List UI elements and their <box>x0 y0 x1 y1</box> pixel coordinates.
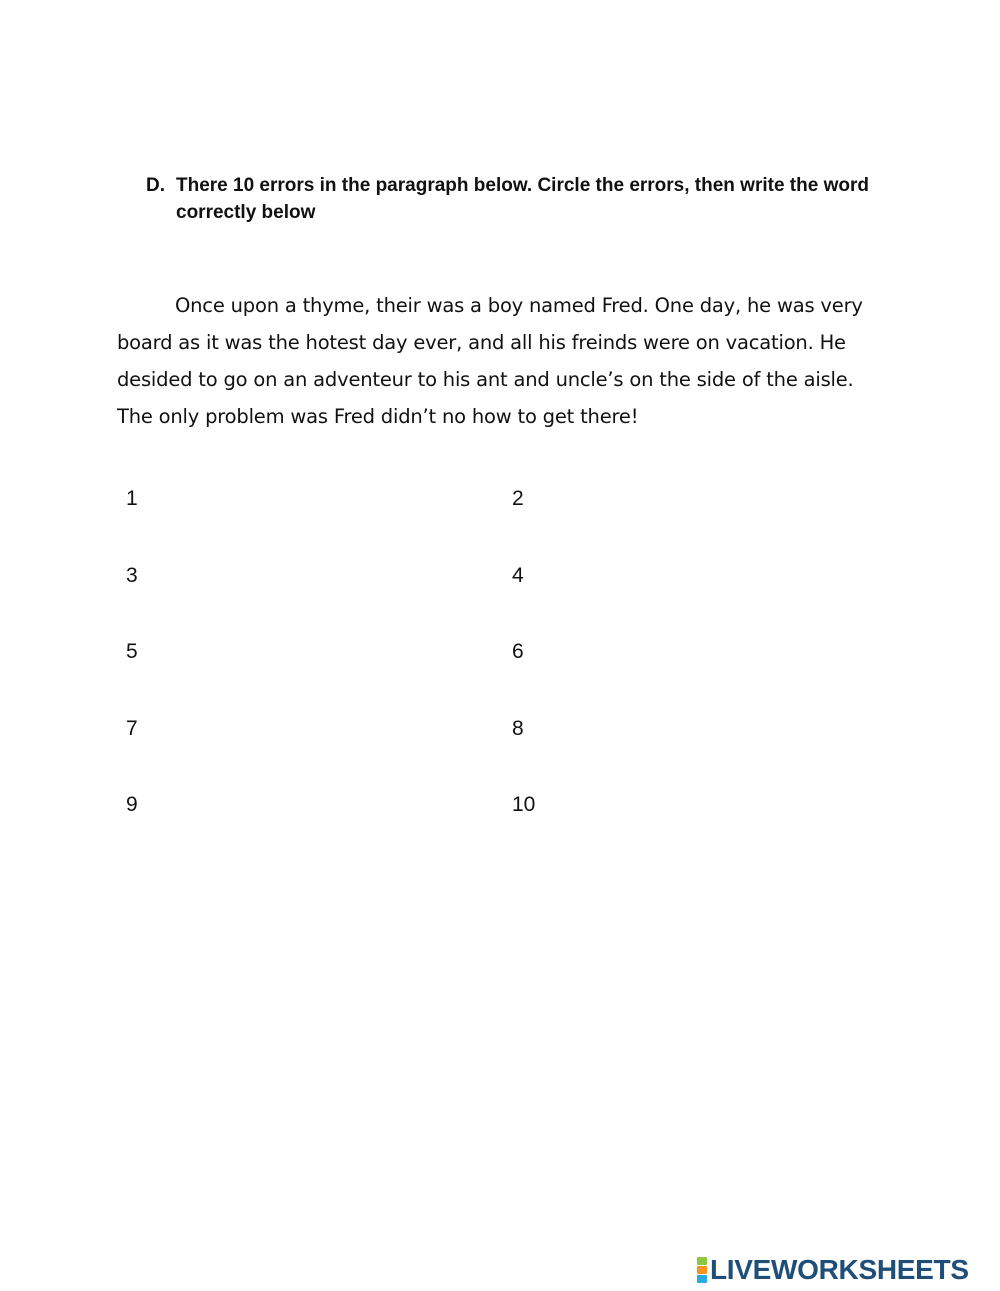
liveworksheets-mark-icon <box>697 1257 707 1283</box>
answer-number: 9 <box>126 793 138 816</box>
liveworksheets-logo <box>697 1254 969 1286</box>
answer-row <box>126 717 726 794</box>
answer-number: 4 <box>512 563 524 587</box>
answer-row <box>126 564 726 641</box>
logo-text: LIVEWORKSHEETS <box>710 1254 969 1285</box>
answer-row <box>126 640 726 717</box>
instruction-text: There 10 errors in the paragraph below. Circle the errors, then write the word correctly below <box>176 175 869 223</box>
logo-square-blue <box>697 1275 707 1283</box>
error-paragraph: Once upon a thyme, their was a boy named Fred. One day, he was very board as it was the hotest day ever, and all his freinds were on vacation. He desided to go on an adventeur to his ant and uncle’s on the side of the aisle. The only problem was Fred didn’t no how to get there! <box>117 294 863 428</box>
answer-list <box>126 487 726 870</box>
answer-number: 2 <box>512 487 524 510</box>
answer-number: 7 <box>126 716 138 740</box>
logo-square-green <box>697 1257 707 1265</box>
answer-row <box>126 487 726 564</box>
answer-number: 6 <box>512 640 524 663</box>
answer-row <box>126 793 726 870</box>
logo-square-orange <box>697 1266 707 1274</box>
answer-number: 10 <box>512 793 536 816</box>
answer-number: 1 <box>126 487 138 510</box>
answer-number: 8 <box>512 716 524 740</box>
instruction-label: D. <box>146 175 165 196</box>
answer-number: 3 <box>126 563 138 587</box>
instruction <box>146 172 876 226</box>
answer-number: 5 <box>126 640 138 663</box>
